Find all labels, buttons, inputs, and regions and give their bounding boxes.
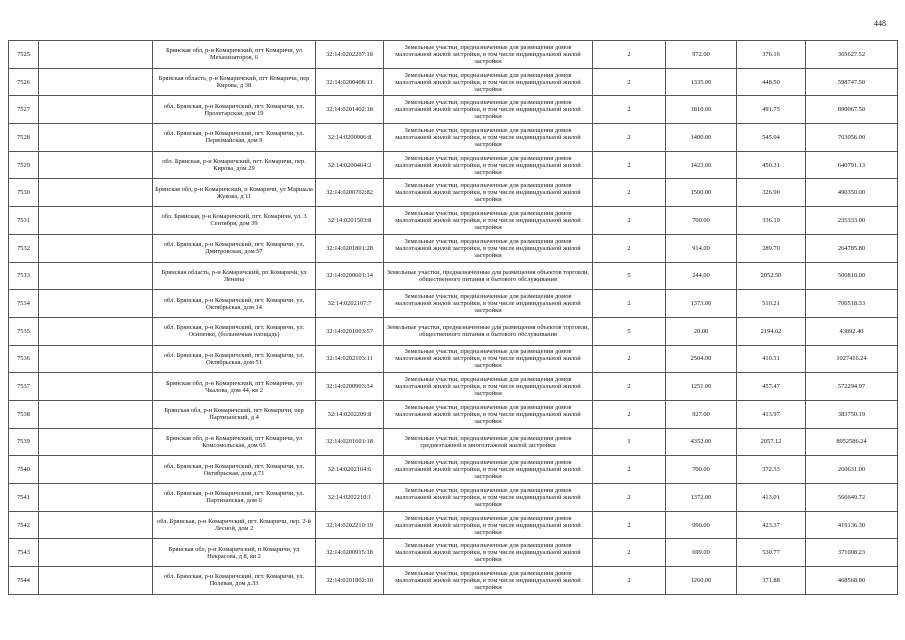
blank-cell: [39, 484, 153, 512]
rate-cell: 450.31: [737, 151, 806, 179]
cadastral-value-cell: 365627.52: [806, 41, 898, 69]
cadastral-number-cell: 32:14:0201601:18: [316, 428, 384, 456]
area-cell: 1260.00: [666, 567, 737, 595]
address-cell: Брянская обл, р-н Комаричский, пгт Комаричи, ул Механизаторов, 6: [153, 41, 316, 69]
land-use-cell: Земельные участки, предназначенные для размещения домов малоэтажной жилой застройки, в том числе индивидуальной жилой застройки: [384, 234, 593, 262]
rate-cell: 371.88: [737, 567, 806, 595]
cadastral-value-cell: 419136.30: [806, 511, 898, 539]
land-use-cell: Земельные участки, предназначенные для размещения домов малоэтажной жилой застройки, в том числе индивидуальной жилой застройки: [384, 151, 593, 179]
table-row: [9, 290, 898, 318]
rate-cell: 545.04: [737, 124, 806, 152]
land-use-cell: Земельные участки, предназначенные для размещения домов малоэтажной жилой застройки, в том числе индивидуальной жилой застройки: [384, 345, 593, 373]
cadastral-number-cell: 32:14:0201503:8: [316, 207, 384, 235]
group-cell: 2: [593, 124, 666, 152]
address-cell: обл. Брянская, р-н Комаричский, пгт. Комаричи, пер. 2-й Лесной, дом 2: [153, 511, 316, 539]
table-row: [9, 41, 898, 69]
cadastral-value-cell: 468568.80: [806, 567, 898, 595]
blank-cell: [39, 373, 153, 401]
blank-cell: [39, 96, 153, 124]
rate-cell: 530.77: [737, 539, 806, 567]
group-cell: 2: [593, 456, 666, 484]
blank-cell: [39, 345, 153, 373]
area-cell: 1373.00: [666, 290, 737, 318]
land-use-cell: Земельные участки, предназначенные для размещения объектов торговли, общественного питания и бытового обслуживания: [384, 317, 593, 345]
table-row: [9, 567, 898, 595]
group-cell: 2: [593, 567, 666, 595]
area-cell: 4352.00: [666, 428, 737, 456]
area-cell: 1251.00: [666, 373, 737, 401]
cadastral-value-cell: 500810.00: [806, 262, 898, 290]
blank-cell: [39, 317, 153, 345]
rate-cell: 2057.12: [737, 428, 806, 456]
rate-cell: 410.31: [737, 345, 806, 373]
area-cell: 244.00: [666, 262, 737, 290]
table-row: [9, 539, 898, 567]
row-number: 7530: [9, 179, 39, 207]
table-row: [9, 207, 898, 235]
row-number: 7543: [9, 539, 39, 567]
area-cell: 2504.00: [666, 345, 737, 373]
cadastral-number-cell: 32:14:0200601:14: [316, 262, 384, 290]
group-cell: 5: [593, 262, 666, 290]
cadastral-value-cell: 890067.50: [806, 96, 898, 124]
cadastral-number-cell: 32:14:0202107:7: [316, 290, 384, 318]
blank-cell: [39, 41, 153, 69]
land-use-cell: Земельные участки, предназначенные для размещения домов малоэтажной жилой застройки, в том числе индивидуальной жилой застройки: [384, 68, 593, 96]
table-row: [9, 400, 898, 428]
table-row: [9, 68, 898, 96]
address-cell: Брянская область, р-н Комаричский, рп Комаричи, ул Ленина: [153, 262, 316, 290]
land-use-cell: Земельные участки, предназначенные для размещения домов малоэтажной жилой застройки, в том числе индивидуальной жилой застройки: [384, 124, 593, 152]
group-cell: 2: [593, 373, 666, 401]
group-cell: 2: [593, 179, 666, 207]
cadastral-number-cell: 32:14:0201801:28: [316, 234, 384, 262]
table-row: [9, 234, 898, 262]
group-cell: 5: [593, 317, 666, 345]
table-row: [9, 96, 898, 124]
group-cell: 2: [593, 41, 666, 69]
row-number: 7534: [9, 290, 39, 318]
address-cell: обл. Брянская, р-н Комаричский, пгт. Комаричи, ул. Пролетарская, дом 19: [153, 96, 316, 124]
cadastral-number-cell: 32:14:0201802:10: [316, 567, 384, 595]
cadastral-number-cell: 32:14:0200404:2: [316, 151, 384, 179]
group-cell: 2: [593, 68, 666, 96]
cadastral-number-cell: 32:14:0202207:18: [316, 41, 384, 69]
area-cell: 1372.00: [666, 484, 737, 512]
row-number: 7537: [9, 373, 39, 401]
address-cell: обл. Брянская, р-н Комаричский, пгт. Комаричи, ул. Дмитровская, дом 57: [153, 234, 316, 262]
cadastral-number-cell: 32:14:0202103:11: [316, 345, 384, 373]
rate-cell: 2194.62: [737, 317, 806, 345]
land-use-cell: Земельные участки, предназначенные для размещения объектов торговли, общественного питания и бытового обслуживания: [384, 262, 593, 290]
blank-cell: [39, 567, 153, 595]
address-cell: обл. Брянская, р-н Комаричский, пгт. Комаричи, ул. Октябрьская, дом 14: [153, 290, 316, 318]
cadastral-value-cell: 1027416.24: [806, 345, 898, 373]
address-cell: обл. Брянская, р-н Комаричский, пгт. Комаричи, ул. Октябрьская, дом д.71: [153, 456, 316, 484]
blank-cell: [39, 68, 153, 96]
cadastral-value-cell: 598747.50: [806, 68, 898, 96]
land-use-cell: Земельные участки, предназначенные для размещения домов малоэтажной жилой застройки, в том числе индивидуальной жилой застройки: [384, 290, 593, 318]
row-number: 7535: [9, 317, 39, 345]
blank-cell: [39, 179, 153, 207]
cadastral-number-cell: 32:14:0202210:1: [316, 484, 384, 512]
rate-cell: 289.70: [737, 234, 806, 262]
table-row: [9, 428, 898, 456]
row-number: 7538: [9, 400, 39, 428]
land-use-cell: Земельные участки, предназначенные для размещения домов малоэтажной жилой застройки, в том числе индивидуальной жилой застройки: [384, 456, 593, 484]
cadastral-value-cell: 490350.00: [806, 179, 898, 207]
rate-cell: 2052.50: [737, 262, 806, 290]
land-use-cell: Земельные участки, предназначенные для размещения домов малоэтажной жилой застройки, в том числе индивидуальной жилой застройки: [384, 179, 593, 207]
cadastral-value-cell: 383750.19: [806, 400, 898, 428]
rate-cell: 491.75: [737, 96, 806, 124]
blank-cell: [39, 456, 153, 484]
land-use-cell: Земельные участки, предназначенные для размещения домов малоэтажной жилой застройки, в том числе индивидуальной жилой застройки: [384, 567, 593, 595]
row-number: 7527: [9, 96, 39, 124]
rate-cell: 372.33: [737, 456, 806, 484]
land-use-cell: Земельные участки, предназначенные для размещения домов малоэтажной жилой застройки, в том числе индивидуальной жилой застройки: [384, 484, 593, 512]
group-cell: 2: [593, 539, 666, 567]
area-cell: 1400.00: [666, 124, 737, 152]
row-number: 7529: [9, 151, 39, 179]
row-number: 7531: [9, 207, 39, 235]
rate-cell: 448.50: [737, 68, 806, 96]
area-cell: 1810.00: [666, 96, 737, 124]
group-cell: 2: [593, 151, 666, 179]
group-cell: 2: [593, 484, 666, 512]
table-body: [9, 41, 898, 595]
address-cell: обл. Брянская, р-н Комаричский, пгт. Комаричи, ул. Осипенко, (больничная площадь): [153, 317, 316, 345]
group-cell: 2: [593, 96, 666, 124]
cadastral-number-cell: 32:14:0200702:82: [316, 179, 384, 207]
table-row: [9, 456, 898, 484]
rate-cell: 510.21: [737, 290, 806, 318]
cadastral-number-cell: 32:14:0200915:18: [316, 539, 384, 567]
cadastral-value-cell: 8952586.24: [806, 428, 898, 456]
cadastral-number-cell: 32:14:0202210:19: [316, 511, 384, 539]
area-cell: 1423.00: [666, 151, 737, 179]
area-cell: 1335.00: [666, 68, 737, 96]
cadastral-value-cell: 700518.33: [806, 290, 898, 318]
cadastral-value-cell: 763056.00: [806, 124, 898, 152]
group-cell: 1: [593, 428, 666, 456]
group-cell: 2: [593, 290, 666, 318]
address-cell: обл. Брянская, р-н Комаричский, пгт. Комаричи, ул. Первомайская, дом 9: [153, 124, 316, 152]
land-use-cell: Земельные участки, предназначенные для размещения домов малоэтажной жилой застройки, в том числе индивидуальной жилой застройки: [384, 511, 593, 539]
rate-cell: 336.19: [737, 207, 806, 235]
area-cell: 990.00: [666, 511, 737, 539]
table-row: [9, 373, 898, 401]
area-cell: 700.00: [666, 456, 737, 484]
cadastral-value-cell: 260631.00: [806, 456, 898, 484]
cadastral-number-cell: 32:14:0202209:8: [316, 400, 384, 428]
area-cell: 927.00: [666, 400, 737, 428]
area-cell: 1500.00: [666, 179, 737, 207]
land-use-cell: Земельные участки, предназначенные для размещения домов малоэтажной жилой застройки, в том числе индивидуальной жилой застройки: [384, 539, 593, 567]
blank-cell: [39, 539, 153, 567]
blank-cell: [39, 234, 153, 262]
area-cell: 20.00: [666, 317, 737, 345]
row-number: 7528: [9, 124, 39, 152]
blank-cell: [39, 151, 153, 179]
address-cell: обл. Брянская, р-н Комаричский, пгт. Комаричи, ул. Октябрьская, дом 51: [153, 345, 316, 373]
row-number: 7542: [9, 511, 39, 539]
cadastral-value-cell: 264785.80: [806, 234, 898, 262]
blank-cell: [39, 400, 153, 428]
address-cell: Брянская обл, р-н Комаричский, пгт Комаричи, пер Партизанский, д 4: [153, 400, 316, 428]
row-number: 7541: [9, 484, 39, 512]
land-use-cell: Земельные участки, предназначенные для размещения домов малоэтажной жилой застройки, в том числе индивидуальной жилой застройки: [384, 207, 593, 235]
address-cell: обл. Брянская, р-н Комаричский, пгт. Комаричи, ул. Полевая, дом д.33: [153, 567, 316, 595]
table-row: [9, 262, 898, 290]
table-row: [9, 124, 898, 152]
area-cell: 914.00: [666, 234, 737, 262]
address-cell: Брянская обл, р-н Комаричский, пгт Комаричи, ул Комсомольская, дом 65: [153, 428, 316, 456]
cadastral-value-cell: 640791.13: [806, 151, 898, 179]
address-cell: обл. Брянская, р-н Комаричский, пгт. Комаричи, ул. 3 Сентября, дом 39: [153, 207, 316, 235]
cadastral-number-cell: 32:14:0202104:6: [316, 456, 384, 484]
blank-cell: [39, 262, 153, 290]
address-cell: Брянская обл, р-н Комаричский, п Комаричи, ул Некрасова, д 8, кв 2: [153, 539, 316, 567]
rate-cell: 413.97: [737, 400, 806, 428]
row-number: 7526: [9, 68, 39, 96]
rate-cell: 457.47: [737, 373, 806, 401]
address-cell: Брянская область, р-н Комаричский, пгт Комаричи, пер Кирова, д 38: [153, 68, 316, 96]
address-cell: Брянская обл, р-н Комаричский, пгт Комаричи, ул Чкалова, дом 44, кв 2: [153, 373, 316, 401]
row-number: 7540: [9, 456, 39, 484]
group-cell: 2: [593, 511, 666, 539]
rate-cell: 326.90: [737, 179, 806, 207]
row-number: 7536: [9, 345, 39, 373]
page-number: 448: [874, 19, 886, 28]
cadastral-value-cell: 235333.00: [806, 207, 898, 235]
blank-cell: [39, 207, 153, 235]
address-cell: Брянская обл, р-н Комаричский, п Комаричи, ул Маршала Жукова, д 11: [153, 179, 316, 207]
land-use-cell: Земельные участки, предназначенные для размещения домов малоэтажной жилой застройки, в том числе индивидуальной жилой застройки: [384, 373, 593, 401]
land-use-cell: Земельные участки, предназначенные для размещения домов малоэтажной жилой застройки, в том числе индивидуальной жилой застройки: [384, 400, 593, 428]
land-use-cell: Земельные участки, предназначенные для размещения домов малоэтажной жилой застройки, в том числе индивидуальной жилой застройки: [384, 96, 593, 124]
area-cell: 972.00: [666, 41, 737, 69]
area-cell: 700.00: [666, 207, 737, 235]
group-cell: 2: [593, 400, 666, 428]
group-cell: 2: [593, 345, 666, 373]
blank-cell: [39, 290, 153, 318]
cadastral-number-cell: 32:14:0200906:8: [316, 124, 384, 152]
table-row: [9, 151, 898, 179]
rate-cell: 423.37: [737, 511, 806, 539]
table-row: [9, 484, 898, 512]
rate-cell: 376.16: [737, 41, 806, 69]
cadastral-number-cell: 32:14:0200408:11: [316, 68, 384, 96]
cadastral-value-table: [8, 40, 898, 595]
blank-cell: [39, 124, 153, 152]
group-cell: 2: [593, 207, 666, 235]
cadastral-number-cell: 32:14:0201402:18: [316, 96, 384, 124]
cadastral-value-cell: 371008.23: [806, 539, 898, 567]
table-row: [9, 317, 898, 345]
table-row: [9, 345, 898, 373]
row-number: 7544: [9, 567, 39, 595]
rate-cell: 413.01: [737, 484, 806, 512]
land-use-cell: Земельные участки, предназначенные для размещения домов малоэтажной жилой застройки, в том числе индивидуальной жилой застройки: [384, 41, 593, 69]
blank-cell: [39, 511, 153, 539]
cadastral-number-cell: 32:14:0200903:34: [316, 373, 384, 401]
table-row: [9, 511, 898, 539]
cadastral-number-cell: 32:14:0201003:57: [316, 317, 384, 345]
row-number: 7539: [9, 428, 39, 456]
land-use-cell: Земельные участки, предназначенные для размещения домов среднеэтажной и многоэтажной жилой застройки: [384, 428, 593, 456]
address-cell: обл. Брянская, р-н Комаричский, пгт. Комаричи, пер. Кирова, дом 29: [153, 151, 316, 179]
blank-cell: [39, 428, 153, 456]
cadastral-value-cell: 43892.40: [806, 317, 898, 345]
cadastral-value-cell: 572294.97: [806, 373, 898, 401]
address-cell: обл. Брянская, р-н Комаричский, пгт. Комаричи, ул. Партизанская, дом 6: [153, 484, 316, 512]
area-cell: 699.00: [666, 539, 737, 567]
row-number: 7525: [9, 41, 39, 69]
cadastral-value-cell: 566649.72: [806, 484, 898, 512]
row-number: 7533: [9, 262, 39, 290]
row-number: 7532: [9, 234, 39, 262]
table-row: [9, 179, 898, 207]
group-cell: 2: [593, 234, 666, 262]
